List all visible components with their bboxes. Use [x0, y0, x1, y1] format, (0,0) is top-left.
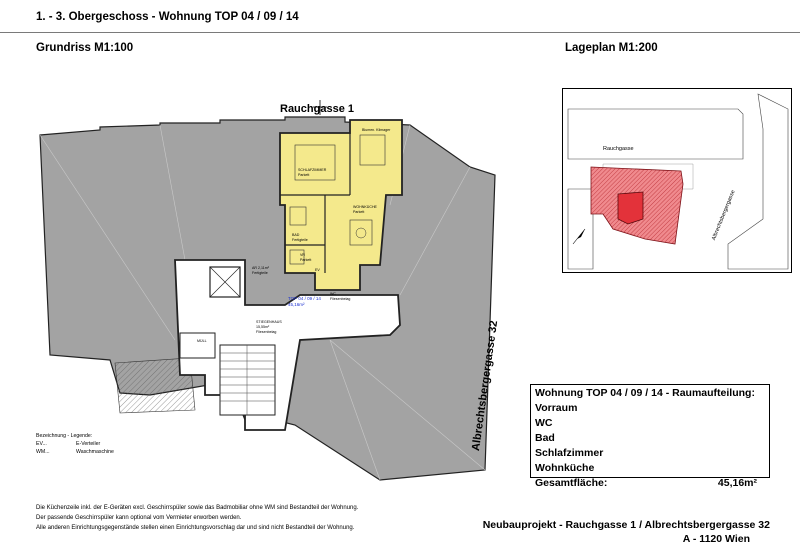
legend-row: EV... E-Verteiler: [36, 441, 101, 447]
ev-label: EV: [315, 268, 320, 272]
legend-row: WM... Waschmaschine: [36, 449, 114, 455]
room-wohnkueche: WOHNKÜCHE: [353, 205, 377, 209]
total-area-value: 45,16m²: [717, 477, 757, 489]
room-bad: BAD: [292, 233, 300, 237]
page-title: 1. - 3. Obergeschoss - Wohnung TOP 04 / 09 / 14: [36, 11, 299, 23]
room-schlafzimmer: SCHLAFZIMMER: [298, 168, 327, 172]
room-item: Schlafzimmer: [535, 447, 604, 459]
total-area-label: Gesamtfläche:: [535, 477, 608, 489]
room-vr: VR: [300, 253, 305, 257]
room-table: [530, 384, 770, 489]
project-name: Neubauprojekt - Rauchgasse 1 / Albrechtsbergergasse 32: [482, 519, 770, 531]
legend-title: Bezeichnung - Legende:: [36, 433, 93, 439]
street-rauchgasse: Rauchgasse 1: [280, 103, 354, 115]
room-stiegenhaus: STIEGENHAUS: [256, 320, 282, 324]
siteplan-street-rauchgasse: Rauchgasse: [603, 146, 634, 152]
note-line: Der passende Geschirrspüler kann optional vom Vermieter erworben werden.: [36, 515, 242, 521]
balkon-label: Blumen. Klimager: [362, 128, 391, 132]
room-item: Vorraum: [535, 402, 578, 414]
siteplan-frame: [562, 88, 792, 273]
header-divider: [0, 32, 800, 33]
room-table-title: Wohnung TOP 04 / 09 / 14 - Raumaufteilung:: [535, 387, 755, 399]
room-item: WC: [535, 417, 553, 429]
site-apartment: [618, 192, 643, 224]
street-albrechtsbergergasse: Albrechtsbergergasse 32: [470, 319, 501, 452]
room-item: Bad: [535, 432, 555, 444]
room-aufzug: AR 2,11m²: [252, 266, 269, 270]
note-line: Die Küchenzeile inkl. der E-Geräten excl. Geschirrspüler sowie das Badmobiliar ohne WM sind Bestandteil der Wohnung.: [36, 505, 359, 511]
room-item: Wohnküche: [535, 462, 595, 474]
project-city: A - 1120 Wien: [682, 533, 750, 545]
floorplan-heading: Grundriss M1:100: [36, 42, 134, 54]
siteplan-drawing: [563, 89, 791, 272]
legend: [36, 432, 114, 456]
room-wc: WC: [330, 292, 336, 296]
top-area: 45,16m²: [288, 302, 305, 307]
siteplan-street-albrechtsbergergasse: Albrechtsbergergasse: [711, 189, 737, 242]
project-info: [480, 518, 770, 546]
room-muell: MÜLL: [197, 339, 207, 343]
notes: [36, 503, 358, 533]
siteplan-heading: Lageplan M1:200: [565, 42, 658, 54]
note-line: Alle anderen Einrichtungsgegenstände stellen einen Einrichtungsvorschlag dar und sind nicht Bestandteil der Wohnung.: [36, 525, 355, 531]
total-area-row: [535, 476, 765, 491]
top-label: TOP 04 / 09 / 14: [288, 296, 321, 301]
staircase: [220, 345, 275, 415]
